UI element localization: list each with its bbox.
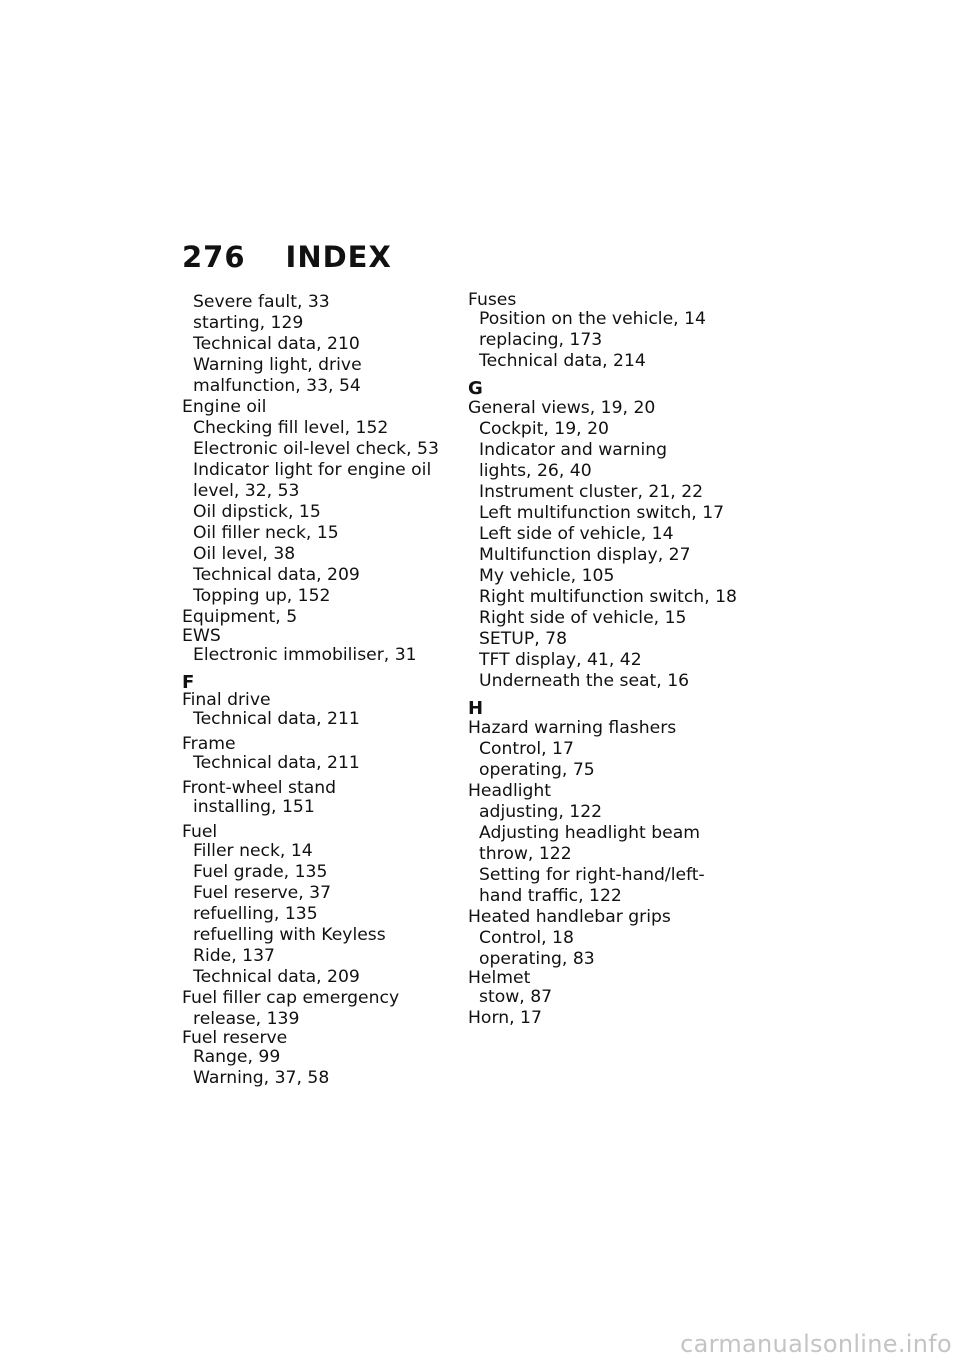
index-subentry: Oil level, 38: [193, 544, 296, 564]
index-entry: Frame: [182, 734, 236, 754]
index-subentry: adjusting, 122: [479, 802, 603, 822]
index-subentry: stow, 87: [479, 987, 553, 1007]
index-subentry: Checking fill level, 152: [193, 418, 389, 438]
index-subentry: Range, 99: [193, 1047, 281, 1067]
index-subentry: Fuel grade, 135: [193, 862, 328, 882]
index-entry: Front-wheel stand: [182, 778, 337, 798]
index-subentry: hand traffic, 122: [479, 886, 622, 906]
index-entry: Fuel: [182, 822, 218, 842]
index-entry: Helmet: [468, 968, 531, 988]
index-subentry: level, 32, 53: [193, 481, 300, 501]
index-section-letter: G: [468, 378, 483, 399]
index-entry: Horn, 17: [468, 1008, 542, 1028]
index-subentry: lights, 26, 40: [479, 461, 592, 481]
page-header: [182, 240, 392, 274]
index-section-letter: F: [182, 672, 195, 693]
index-subentry: Topping up, 152: [193, 586, 331, 606]
page-title: INDEX: [285, 240, 392, 274]
index-section-letter: H: [468, 698, 484, 719]
index-subentry: Underneath the seat, 16: [479, 671, 690, 691]
index-subentry: Technical data, 209: [193, 967, 360, 987]
index-subentry: starting, 129: [193, 313, 304, 333]
index-subentry: Warning light, drive: [193, 355, 362, 375]
index-subentry: refuelling, 135: [193, 904, 318, 924]
index-subentry: Indicator and warning: [479, 440, 668, 460]
index-subentry: Technical data, 211: [193, 753, 360, 773]
index-subentry: Position on the vehicle, 14: [479, 309, 706, 329]
index-entry: Hazard warning flashers: [468, 718, 677, 738]
index-subentry: Technical data, 211: [193, 709, 360, 729]
index-entry: Fuel filler cap emergency: [182, 988, 400, 1008]
index-subentry: Right multifunction switch, 18: [479, 587, 737, 607]
index-subentry: Ride, 137: [193, 946, 275, 966]
index-subentry: Indicator light for engine oil: [193, 460, 432, 480]
index-subentry: installing, 151: [193, 797, 315, 817]
index-subentry: release, 139: [193, 1009, 300, 1029]
index-subentry: refuelling with Keyless: [193, 925, 386, 945]
index-subentry: Technical data, 214: [479, 351, 646, 371]
index-subentry: Technical data, 210: [193, 334, 360, 354]
index-subentry: Electronic immobiliser, 31: [193, 645, 417, 665]
index-subentry: operating, 75: [479, 760, 595, 780]
index-subentry: TFT display, 41, 42: [479, 650, 642, 670]
index-subentry: replacing, 173: [479, 330, 603, 350]
index-subentry: SETUP, 78: [479, 629, 568, 649]
index-entry: Fuses: [468, 290, 517, 310]
index-entry: Heated handlebar grips: [468, 907, 671, 927]
index-subentry: Multifunction display, 27: [479, 545, 691, 565]
index-entry: EWS: [182, 626, 221, 646]
index-subentry: Left side of vehicle, 14: [479, 524, 674, 544]
index-subentry: Filler neck, 14: [193, 841, 313, 861]
index-entry: Final drive: [182, 690, 271, 710]
page-number: 276: [182, 240, 246, 274]
index-subentry: Electronic oil-level check, 53: [193, 439, 439, 459]
index-subentry: Oil dipstick, 15: [193, 502, 321, 522]
index-subentry: Warning, 37, 58: [193, 1068, 330, 1088]
index-subentry: Adjusting headlight beam: [479, 823, 700, 843]
index-entry: General views, 19, 20: [468, 398, 656, 418]
index-subentry: Instrument cluster, 21, 22: [479, 482, 704, 502]
index-subentry: Control, 17: [479, 739, 574, 759]
index-entry: Equipment, 5: [182, 607, 298, 627]
index-subentry: My vehicle, 105: [479, 566, 615, 586]
index-subentry: throw, 122: [479, 844, 572, 864]
index-subentry: Setting for right-hand/left-: [479, 865, 705, 885]
index-entry: Headlight: [468, 781, 552, 801]
index-subentry: Cockpit, 19, 20: [479, 419, 609, 439]
index-column-left: [182, 292, 452, 1089]
index-subentry: Fuel reserve, 37: [193, 883, 332, 903]
index-subentry: malfunction, 33, 54: [193, 376, 361, 396]
index-subentry: Control, 18: [479, 928, 574, 948]
index-subentry: Left multifunction switch, 17: [479, 503, 725, 523]
index-subentry: Severe fault, 33: [193, 292, 330, 312]
index-subentry: operating, 83: [479, 949, 595, 969]
index-subentry: Oil filler neck, 15: [193, 523, 339, 543]
index-subentry: Right side of vehicle, 15: [479, 608, 687, 628]
index-column-right: [468, 292, 768, 1029]
index-entry: Fuel reserve: [182, 1028, 288, 1048]
index-entry: Engine oil: [182, 397, 267, 417]
watermark: carmanualsonline.info: [680, 1330, 952, 1358]
index-subentry: Technical data, 209: [193, 565, 360, 585]
